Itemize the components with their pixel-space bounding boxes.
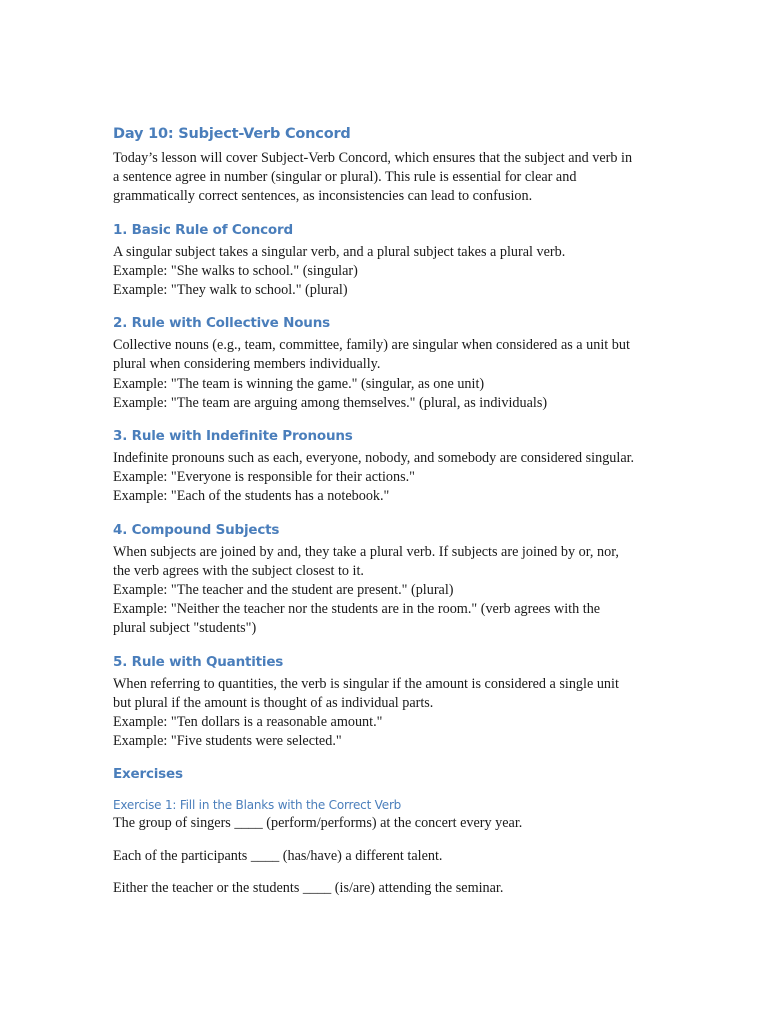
section-line: Example: "They walk to school." (plural) <box>113 282 348 299</box>
document-title: Day 10: Subject-Verb Concord <box>113 126 351 142</box>
section-heading-collective-nouns: 2. Rule with Collective Nouns <box>113 315 330 332</box>
intro-line: grammatically correct sentences, as inconsistencies can lead to confusion. <box>113 188 533 205</box>
section-line: the verb agrees with the subject closest to it. <box>113 562 364 579</box>
exercise-item <box>113 847 673 866</box>
section-heading-quantities: 5. Rule with Quantities <box>113 653 284 670</box>
section-line: plural subject "students") <box>113 620 257 637</box>
section-line: Example: "The team are arguing among themselves." (plural, as individuals) <box>113 394 548 411</box>
section-line: Example: "Everyone is responsible for their actions." <box>113 469 415 486</box>
section-body-collective-nouns <box>113 336 673 413</box>
section-line: Example: "The teacher and the student are present." (plural) <box>113 582 454 599</box>
section-line: When subjects are joined by and, they take a plural verb. If subjects are joined by or, nor, <box>113 543 619 560</box>
section-line: Example: "She walks to school." (singular) <box>113 262 358 279</box>
section-body-quantities <box>113 675 673 752</box>
exercise-item-text: Either the teacher or the students ____ (is/are) attending the seminar. <box>113 879 504 896</box>
section-line: Example: "Neither the teacher nor the students are in the room." (verb agrees with the <box>113 601 601 618</box>
section-line: plural when considering members individually. <box>113 356 381 373</box>
section-line: Collective nouns (e.g., team, committee, family) are singular when considered as a unit but <box>113 337 630 354</box>
section-heading-compound-subjects: 4. Compound Subjects <box>113 521 280 538</box>
intro-line: a sentence agree in number (singular or plural). This rule is essential for clear and <box>113 169 577 186</box>
section-line: but plural if the amount is thought of as individual parts. <box>113 694 434 711</box>
document-page <box>113 124 673 898</box>
exercise-item <box>113 879 673 898</box>
exercise-item-text: The group of singers ____ (perform/performs) at the concert every year. <box>113 815 523 832</box>
section-body-indefinite-pronouns <box>113 449 673 507</box>
section-line: A singular subject takes a singular verb, and a plural subject takes a plural verb. <box>113 243 566 260</box>
section-line: When referring to quantities, the verb is singular if the amount is considered a single unit <box>113 675 619 692</box>
section-heading-indefinite-pronouns: 3. Rule with Indefinite Pronouns <box>113 428 353 445</box>
exercise-1-heading: Exercise 1: Fill in the Blanks with the Correct Verb <box>113 798 402 813</box>
exercises-heading: Exercises <box>113 766 183 783</box>
intro-paragraph <box>113 149 673 207</box>
section-line: Example: "Five students were selected." <box>113 733 342 750</box>
exercise-item-text: Each of the participants ____ (has/have) a different talent. <box>113 847 443 864</box>
section-body-compound-subjects <box>113 543 673 639</box>
section-line: Example: "The team is winning the game." (singular, as one unit) <box>113 375 485 392</box>
section-heading-basic-rule: 1. Basic Rule of Concord <box>113 221 293 238</box>
section-line: Example: "Each of the students has a notebook." <box>113 488 390 505</box>
section-line: Indefinite pronouns such as each, everyone, nobody, and somebody are considered singular. <box>113 450 635 467</box>
section-line: Example: "Ten dollars is a reasonable amount." <box>113 714 383 731</box>
section-body-basic-rule <box>113 243 673 301</box>
intro-line: Today’s lesson will cover Subject-Verb Concord, which ensures that the subject and verb in <box>113 150 633 166</box>
exercise-item <box>113 814 673 833</box>
